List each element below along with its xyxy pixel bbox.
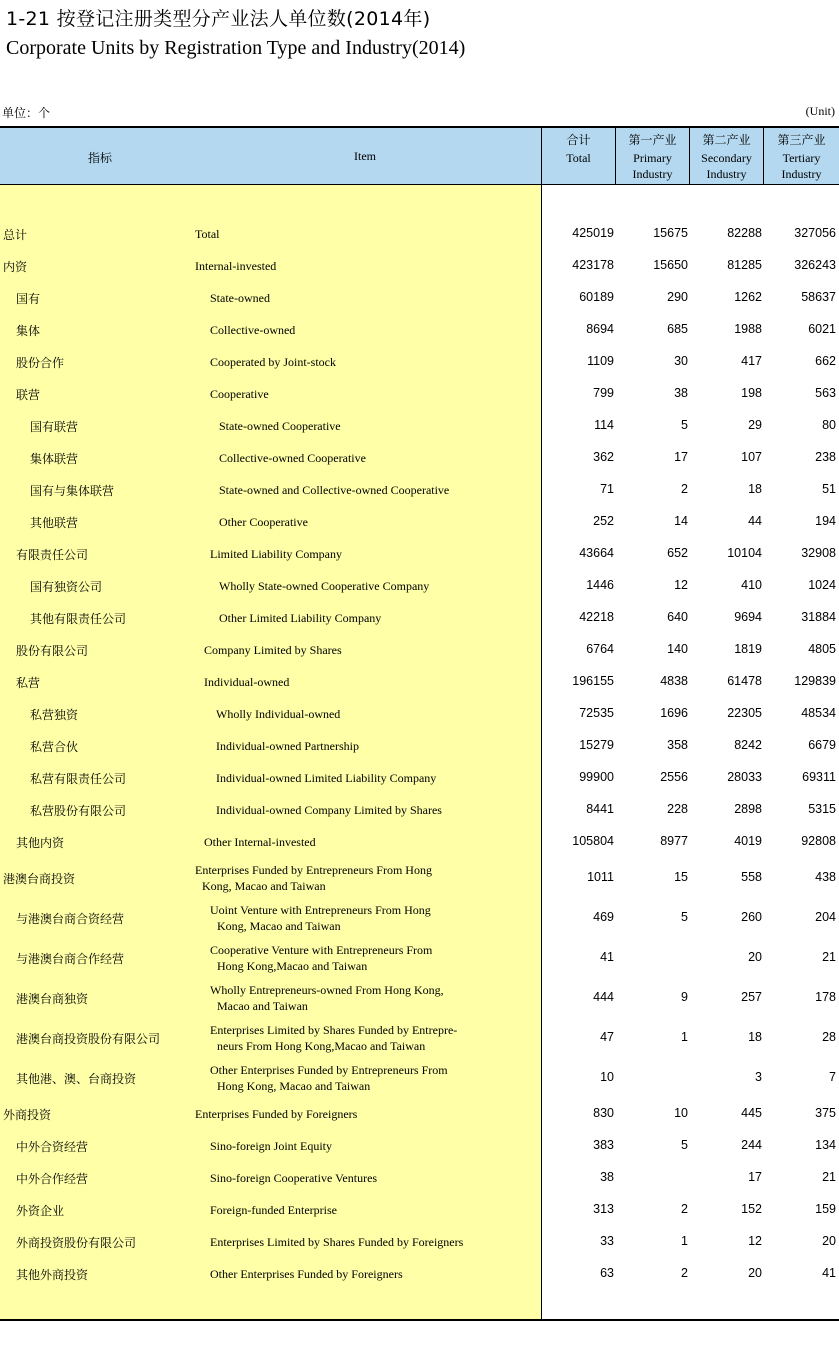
page-title-chinese: 1-21 按登记注册类型分产业法人单位数(2014年): [6, 8, 431, 30]
row-label-cn: 外资企业: [16, 1204, 65, 1218]
value-total: 60189: [579, 290, 614, 304]
table-row: [0, 1062, 839, 1096]
table-row: [0, 738, 839, 756]
row-label-cn: 国有联营: [30, 420, 79, 434]
row-label-cn: 联营: [16, 388, 41, 402]
value-tertiary: 80: [822, 418, 836, 432]
value-total: 105804: [572, 834, 614, 848]
value-primary: 10: [674, 1106, 688, 1120]
value-primary: 4838: [660, 674, 688, 688]
value-secondary: 198: [741, 386, 762, 400]
value-secondary: 1819: [734, 642, 762, 656]
value-tertiary: 129839: [794, 674, 836, 688]
value-secondary: 417: [741, 354, 762, 368]
value-total: 383: [593, 1138, 614, 1152]
value-secondary: 81285: [727, 258, 762, 272]
row-label-en-line2: Macao and Taiwan: [217, 999, 308, 1013]
row-label-en: Limited Liability Company: [210, 547, 342, 561]
value-secondary: 17: [748, 1170, 762, 1184]
value-total: 41: [600, 950, 614, 964]
value-tertiary: 204: [815, 910, 836, 924]
table-row: [0, 450, 839, 468]
table-row: [0, 902, 839, 936]
row-label-en: Collective-owned: [210, 323, 296, 337]
value-secondary: 445: [741, 1106, 762, 1120]
table-row: [0, 546, 839, 564]
value-secondary: 82288: [727, 226, 762, 240]
table-row: [0, 482, 839, 500]
row-label-cn: 国有与集体联营: [30, 484, 115, 498]
row-label-cn: 私营独资: [30, 708, 79, 722]
header-total-cn: 合计: [566, 133, 591, 147]
value-secondary: 1988: [734, 322, 762, 336]
row-label-en: State-owned: [210, 291, 270, 305]
header-primary-en1: Primary: [633, 151, 672, 165]
row-label-cn: 与港澳台商合作经营: [16, 952, 125, 966]
value-tertiary: 32908: [801, 546, 836, 560]
header-total-en: Total: [566, 151, 591, 165]
value-tertiary: 4805: [808, 642, 836, 656]
value-total: 114: [594, 418, 614, 432]
value-primary: 358: [667, 738, 688, 752]
row-label-cn: 中外合作经营: [16, 1172, 89, 1186]
value-total: 444: [593, 990, 614, 1004]
table-row: [0, 418, 839, 436]
value-secondary: 20: [748, 1266, 762, 1280]
value-total: 1109: [587, 354, 614, 368]
table-row: [0, 674, 839, 692]
value-tertiary: 1024: [808, 578, 836, 592]
value-secondary: 4019: [734, 834, 762, 848]
row-label-cn: 中外合资经营: [16, 1140, 89, 1154]
value-tertiary: 21: [822, 950, 836, 964]
value-primary: 17: [674, 450, 688, 464]
value-primary: 640: [667, 610, 688, 624]
row-label-en: Individual-owned Company Limited by Shares: [216, 803, 442, 817]
value-secondary: 410: [741, 578, 762, 592]
value-primary: 30: [674, 354, 688, 368]
value-secondary: 29: [748, 418, 762, 432]
row-label-en: Uoint Venture with Entrepreneurs From Hong: [210, 903, 431, 917]
row-label-cn: 港澳台商投资股份有限公司: [16, 1032, 161, 1046]
value-tertiary: 6021: [808, 322, 836, 336]
value-total: 196155: [572, 674, 614, 688]
row-label-en: Individual-owned: [204, 675, 290, 689]
value-total: 423178: [572, 258, 614, 272]
value-secondary: 257: [741, 990, 762, 1004]
row-label-cn: 与港澳台商合资经营: [16, 912, 125, 926]
row-label-cn: 国有独资公司: [30, 580, 103, 594]
value-primary: 5: [681, 1138, 688, 1152]
table-row: [0, 1022, 839, 1056]
row-label-en: Other Limited Liability Company: [219, 611, 382, 625]
value-secondary: 107: [741, 450, 762, 464]
row-label-en: Enterprises Limited by Shares Funded by Foreigners: [210, 1235, 464, 1249]
value-total: 313: [593, 1202, 614, 1216]
value-total: 6764: [586, 642, 614, 656]
row-label-en: Cooperative: [210, 387, 269, 401]
row-label-en: Individual-owned Limited Liability Company: [216, 771, 437, 785]
value-tertiary: 20: [822, 1234, 836, 1248]
page-title-english: Corporate Units by Registration Type and Industry(2014): [6, 37, 466, 59]
row-label-en: State-owned and Collective-owned Cooperative: [219, 483, 450, 497]
value-total: 72535: [579, 706, 614, 720]
value-secondary: 10104: [727, 546, 762, 560]
row-label-en: Enterprises Funded by Foreigners: [195, 1107, 358, 1121]
value-total: 33: [600, 1234, 614, 1248]
value-tertiary: 31884: [801, 610, 836, 624]
value-total: 362: [593, 450, 614, 464]
row-label-cn: 总计: [3, 228, 28, 242]
table-row: [0, 982, 839, 1016]
table-row: [0, 802, 839, 820]
value-secondary: 9694: [734, 610, 762, 624]
table-row: [0, 290, 839, 308]
value-secondary: 558: [741, 870, 762, 884]
value-total: 42218: [579, 610, 614, 624]
row-label-cn: 其他内资: [16, 836, 65, 850]
value-primary: 15650: [653, 258, 688, 272]
value-secondary: 8242: [734, 738, 762, 752]
value-tertiary: 58637: [801, 290, 836, 304]
value-total: 1011: [587, 870, 614, 884]
row-label-en: Foreign-funded Enterprise: [210, 1203, 337, 1217]
value-secondary: 44: [748, 514, 762, 528]
table-row: [0, 1138, 839, 1156]
value-tertiary: 48534: [801, 706, 836, 720]
value-tertiary: 69311: [802, 770, 836, 784]
row-label-en: Collective-owned Cooperative: [219, 451, 366, 465]
table-row: [0, 258, 839, 276]
header-tertiary-cn: 第三产业: [777, 133, 826, 147]
header-tertiary-en2: Industry: [781, 167, 822, 181]
row-label-en: Wholly State-owned Cooperative Company: [219, 579, 430, 593]
row-label-en: Total: [195, 227, 220, 241]
value-primary: 2: [681, 482, 688, 496]
value-primary: 15675: [653, 226, 688, 240]
row-label-en: Wholly Entrepreneurs-owned From Hong Kong,: [210, 983, 444, 997]
value-tertiary: 327056: [794, 226, 836, 240]
value-tertiary: 563: [815, 386, 836, 400]
table-row: [0, 1234, 839, 1252]
value-secondary: 22305: [727, 706, 762, 720]
table-row: [0, 1266, 839, 1284]
row-label-en-line2: Kong, Macao and Taiwan: [202, 879, 326, 893]
row-label-en: Cooperated by Joint-stock: [210, 355, 336, 369]
row-label-cn: 私营股份有限公司: [30, 804, 127, 818]
row-label-cn: 外商投资股份有限公司: [16, 1236, 137, 1250]
row-label-en: Other Enterprises Funded by Foreigners: [210, 1267, 403, 1281]
row-label-cn: 有限责任公司: [16, 548, 89, 562]
table-bottom-rule: [0, 1319, 839, 1321]
row-label-cn: 集体: [16, 324, 41, 338]
value-tertiary: 238: [815, 450, 836, 464]
value-primary: 5: [681, 910, 688, 924]
value-primary: 2: [681, 1202, 688, 1216]
row-label-en-line2: Hong Kong,Macao and Taiwan: [217, 959, 368, 973]
row-label-en: Other Enterprises Funded by Entrepreneurs From: [210, 1063, 448, 1077]
value-total: 15279: [579, 738, 614, 752]
row-label-en-line2: Hong Kong, Macao and Taiwan: [217, 1079, 371, 1093]
row-label-cn: 其他有限责任公司: [30, 612, 127, 626]
value-secondary: 152: [741, 1202, 762, 1216]
row-label-cn: 私营有限责任公司: [30, 772, 127, 786]
value-total: 8441: [586, 802, 614, 816]
row-label-en: Enterprises Limited by Shares Funded by Entrepre-: [210, 1023, 458, 1037]
value-secondary: 28033: [727, 770, 762, 784]
value-total: 99900: [579, 770, 614, 784]
unit-label-english: (Unit): [805, 104, 835, 118]
row-label-en: Sino-foreign Cooperative Ventures: [210, 1171, 378, 1185]
table-row: [0, 610, 839, 628]
row-label-cn: 股份有限公司: [16, 644, 89, 658]
row-label-cn: 国有: [16, 292, 41, 306]
value-secondary: 3: [755, 1070, 762, 1084]
value-secondary: 61478: [727, 674, 762, 688]
row-label-en: Other Internal-invested: [204, 835, 316, 849]
value-primary: 14: [674, 514, 688, 528]
value-secondary: 2898: [734, 802, 762, 816]
value-tertiary: 6679: [808, 738, 836, 752]
value-total: 799: [593, 386, 614, 400]
table-row: [0, 386, 839, 404]
header-item: Item: [354, 149, 376, 163]
value-tertiary: 41: [822, 1266, 836, 1280]
value-primary: 290: [667, 290, 688, 304]
value-secondary: 1262: [734, 290, 762, 304]
table-row: [0, 834, 839, 852]
value-total: 830: [593, 1106, 614, 1120]
row-label-cn: 内资: [3, 260, 28, 274]
value-primary: 2556: [660, 770, 688, 784]
row-label-en: Other Cooperative: [219, 515, 308, 529]
value-total: 10: [600, 1070, 614, 1084]
value-tertiary: 438: [815, 870, 836, 884]
row-label-cn: 港澳台商投资: [3, 872, 76, 886]
value-tertiary: 92808: [801, 834, 836, 848]
row-label-cn: 其他外商投资: [16, 1268, 89, 1282]
table-row: [0, 226, 839, 244]
row-label-en: Sino-foreign Joint Equity: [210, 1139, 332, 1153]
table-row: [0, 642, 839, 660]
value-primary: 38: [674, 386, 688, 400]
value-primary: 8977: [660, 834, 688, 848]
header-secondary-cn: 第二产业: [702, 133, 751, 147]
table-row: [0, 578, 839, 596]
row-label-cn: 其他联营: [30, 516, 79, 530]
value-tertiary: 194: [815, 514, 836, 528]
value-primary: 9: [681, 990, 688, 1004]
table-row: [0, 514, 839, 532]
row-label-cn: 私营合伙: [30, 740, 79, 754]
value-tertiary: 5315: [808, 802, 836, 816]
value-secondary: 260: [741, 910, 762, 924]
value-secondary: 12: [748, 1234, 762, 1248]
value-total: 43664: [579, 546, 614, 560]
value-total: 469: [593, 910, 614, 924]
row-label-en: Internal-invested: [195, 259, 277, 273]
table-row: [0, 1106, 839, 1124]
row-label-en-line2: neurs From Hong Kong,Macao and Taiwan: [217, 1039, 426, 1053]
row-label-en: Enterprises Funded by Entrepreneurs From Hong: [195, 863, 432, 877]
value-total: 1446: [586, 578, 614, 592]
row-label-cn: 港澳台商独资: [16, 992, 89, 1006]
value-tertiary: 178: [815, 990, 836, 1004]
value-total: 47: [600, 1030, 614, 1044]
value-secondary: 18: [748, 1030, 762, 1044]
value-primary: 228: [667, 802, 688, 816]
table-top-rule: [0, 126, 839, 128]
value-tertiary: 51: [822, 482, 836, 496]
header-tertiary-en1: Tertiary: [782, 151, 821, 165]
value-total: 425019: [572, 226, 614, 240]
row-label-en: State-owned Cooperative: [219, 419, 341, 433]
value-total: 8694: [586, 322, 614, 336]
value-primary: 140: [667, 642, 688, 656]
value-secondary: 20: [748, 950, 762, 964]
value-tertiary: 159: [815, 1202, 836, 1216]
value-primary: 1: [681, 1234, 688, 1248]
unit-label-chinese: 单位：个: [2, 106, 51, 120]
row-label-en: Individual-owned Partnership: [216, 739, 359, 753]
table-row: [0, 1202, 839, 1220]
value-primary: 1: [681, 1030, 688, 1044]
value-primary: 652: [667, 546, 688, 560]
value-tertiary: 7: [829, 1070, 836, 1084]
header-secondary-en1: Secondary: [701, 151, 752, 165]
header-secondary-en2: Industry: [706, 167, 747, 181]
value-tertiary: 326243: [794, 258, 836, 272]
row-label-en: Wholly Individual-owned: [216, 707, 341, 721]
value-primary: 5: [681, 418, 688, 432]
row-label-en: Cooperative Venture with Entrepreneurs From: [210, 943, 433, 957]
value-primary: 685: [667, 322, 688, 336]
value-secondary: 244: [741, 1138, 762, 1152]
value-total: 71: [600, 482, 614, 496]
value-total: 38: [600, 1170, 614, 1184]
value-primary: 1696: [660, 706, 688, 720]
table-row: [0, 1170, 839, 1188]
value-tertiary: 134: [815, 1138, 836, 1152]
table-row: [0, 706, 839, 724]
row-label-cn: 集体联营: [30, 452, 79, 466]
table-row: [0, 322, 839, 340]
header-indicator: 指标: [87, 151, 112, 165]
value-tertiary: 375: [815, 1106, 836, 1120]
value-primary: 12: [674, 578, 688, 592]
table-row: [0, 770, 839, 788]
value-tertiary: 662: [815, 354, 836, 368]
row-label-en: Company Limited by Shares: [204, 643, 342, 657]
row-label-cn: 其他港、澳、台商投资: [16, 1072, 137, 1086]
value-primary: 15: [674, 870, 688, 884]
value-total: 63: [600, 1266, 614, 1280]
value-total: 252: [593, 514, 614, 528]
value-tertiary: 28: [822, 1030, 836, 1044]
row-label-en-line2: Kong, Macao and Taiwan: [217, 919, 341, 933]
row-label-cn: 股份合作: [16, 356, 65, 370]
table-row: [0, 354, 839, 372]
value-tertiary: 21: [822, 1170, 836, 1184]
header-primary-cn: 第一产业: [628, 133, 677, 147]
value-primary: 2: [681, 1266, 688, 1280]
table-row: [0, 862, 839, 896]
header-primary-en2: Industry: [632, 167, 673, 181]
value-secondary: 18: [748, 482, 762, 496]
row-label-cn: 私营: [16, 676, 41, 690]
table-row: [0, 942, 839, 976]
row-label-cn: 外商投资: [3, 1108, 52, 1122]
